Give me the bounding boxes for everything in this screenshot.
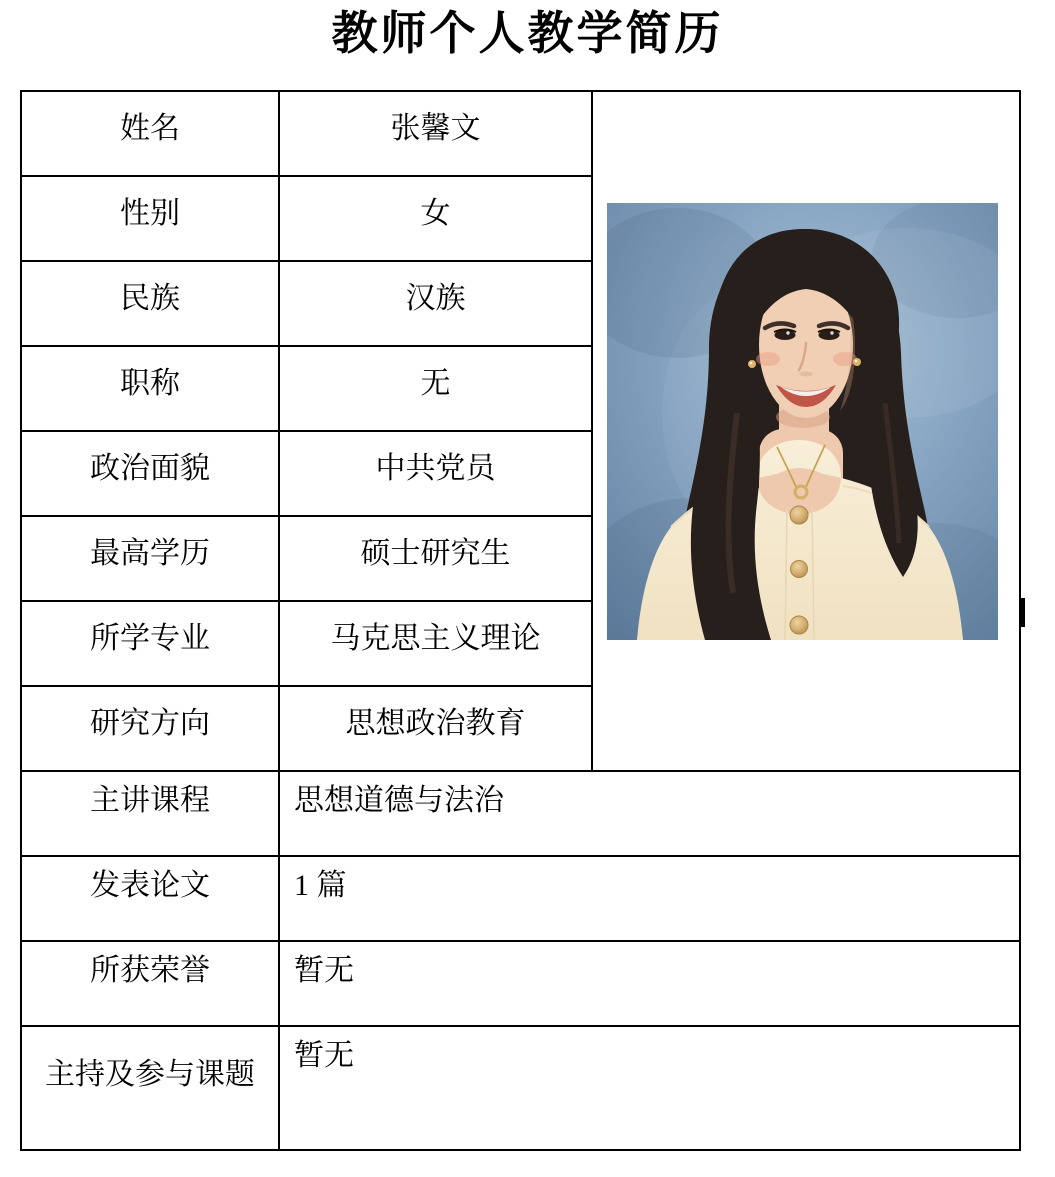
- text-cursor: [1021, 598, 1025, 627]
- field-value: 1 篇: [279, 856, 1020, 941]
- field-value: 暂无: [279, 1026, 1020, 1150]
- field-label: 主讲课程: [21, 771, 279, 856]
- table-row: [21, 941, 1020, 1026]
- field-value: 中共党员: [279, 431, 592, 516]
- field-value: 张馨文: [279, 91, 592, 176]
- field-label: 所获荣誉: [21, 941, 279, 1026]
- portrait-photo: [607, 203, 998, 640]
- field-value: 思想政治教育: [279, 686, 592, 771]
- field-label: 政治面貌: [21, 431, 279, 516]
- field-value: 暂无: [279, 941, 1020, 1026]
- field-label: 职称: [21, 346, 279, 431]
- field-label: 发表论文: [21, 856, 279, 941]
- table-row: [21, 91, 1020, 176]
- table-row: [21, 771, 1020, 856]
- field-value: 无: [279, 346, 592, 431]
- field-label: 最高学历: [21, 516, 279, 601]
- field-value: 马克思主义理论: [279, 601, 592, 686]
- resume-table: [20, 90, 1021, 1151]
- table-row: [21, 856, 1020, 941]
- field-label: 主持及参与课题: [21, 1026, 279, 1150]
- field-value: 女: [279, 176, 592, 261]
- field-value: 硕士研究生: [279, 516, 592, 601]
- page-title: 教师个人教学简历: [331, 7, 724, 59]
- portrait-photo-illustration: [607, 203, 998, 640]
- field-label: 研究方向: [21, 686, 279, 771]
- field-label: 性别: [21, 176, 279, 261]
- field-label: 姓名: [21, 91, 279, 176]
- table-row: [21, 1026, 1020, 1150]
- field-label: 民族: [21, 261, 279, 346]
- field-value: 汉族: [279, 261, 592, 346]
- photo-cell: [592, 91, 1020, 771]
- field-value: 思想道德与法治: [279, 771, 1020, 856]
- field-label: 所学专业: [21, 601, 279, 686]
